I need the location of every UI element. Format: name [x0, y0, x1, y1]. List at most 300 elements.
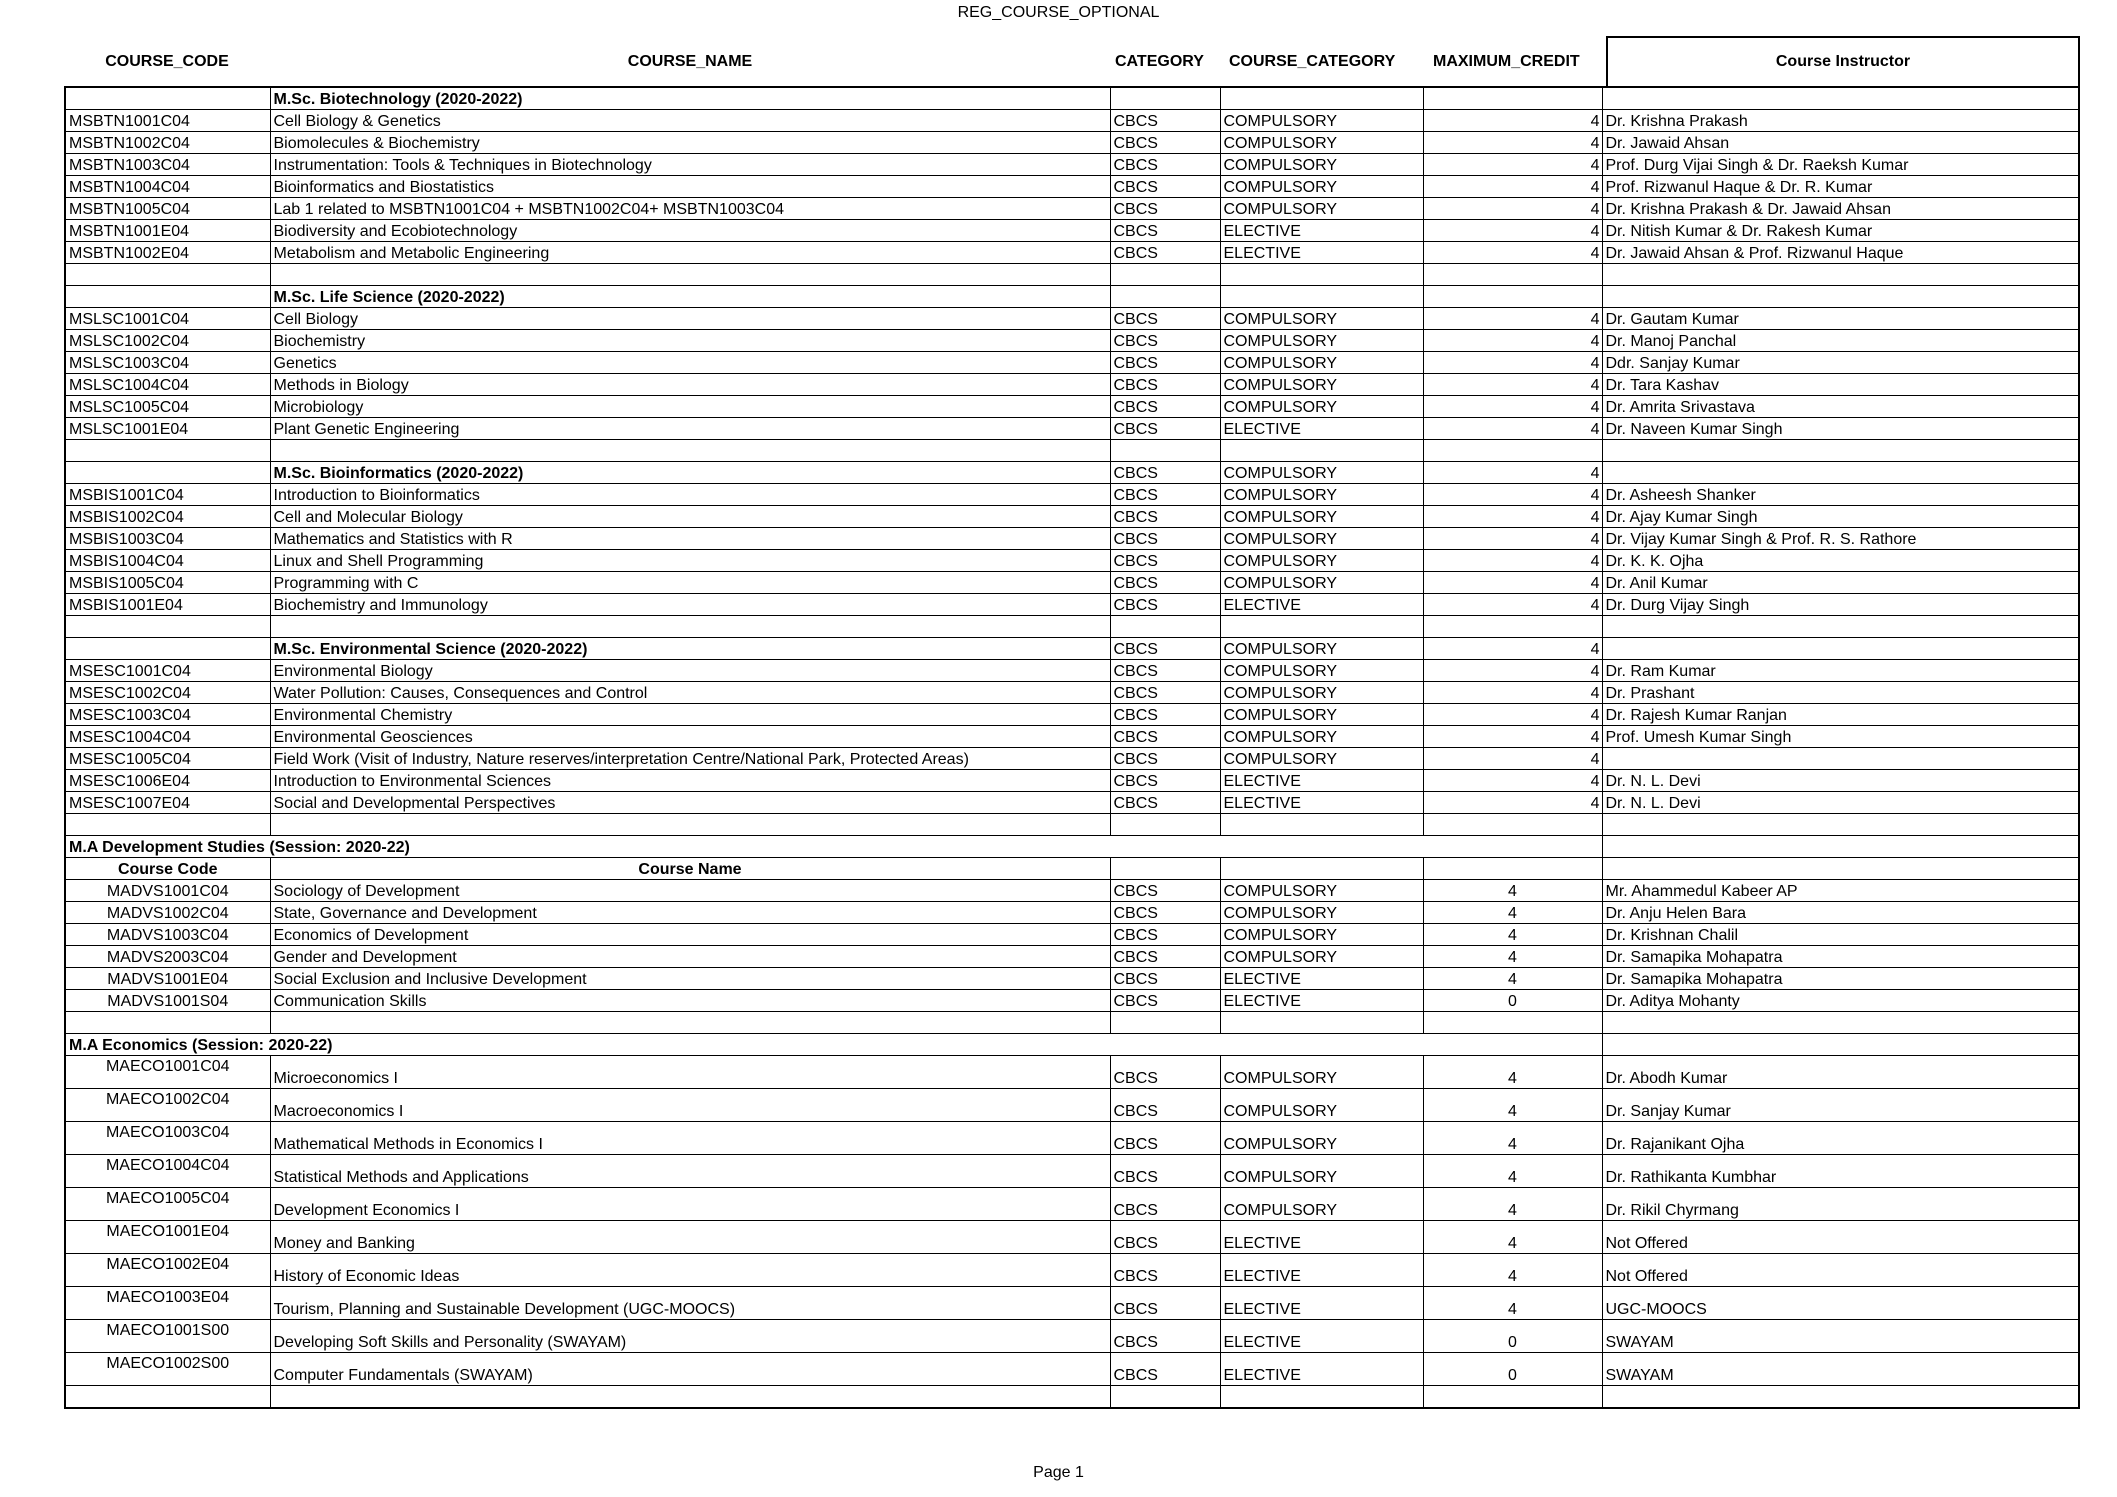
instructor-cell: Dr. Krishna Prakash: [1602, 110, 2079, 132]
empty-cell: [1602, 814, 2079, 836]
credit-cell: 4: [1423, 550, 1602, 572]
category-cell: CBCS: [1110, 1221, 1220, 1254]
course-category-cell: ELECTIVE: [1220, 770, 1423, 792]
course-name-cell: Mathematics and Statistics with R: [270, 528, 1110, 550]
course-name-cell: History of Economic Ideas: [270, 1254, 1110, 1287]
empty-cell: [1110, 1386, 1220, 1409]
category-cell: CBCS: [1110, 770, 1220, 792]
course-code-cell: [65, 286, 270, 308]
course-code-cell: MSBTN1005C04: [65, 198, 270, 220]
course-category-cell: ELECTIVE: [1220, 990, 1423, 1012]
category-cell: CBCS: [1110, 1188, 1220, 1221]
course-code-cell: MSESC1004C04: [65, 726, 270, 748]
course-category-cell: COMPULSORY: [1220, 902, 1423, 924]
category-cell: CBCS: [1110, 1089, 1220, 1122]
empty-cell: [1602, 264, 2079, 286]
course-name-cell: Plant Genetic Engineering: [270, 418, 1110, 440]
course-code-cell: MAECO1001E04: [65, 1221, 270, 1254]
course-name-cell: Instrumentation: Tools & Techniques in Biotechnology: [270, 154, 1110, 176]
credit-cell: 4: [1423, 792, 1602, 814]
instructor-cell: [1602, 286, 2079, 308]
course-name-cell: Computer Fundamentals (SWAYAM): [270, 1353, 1110, 1386]
empty-cell: [65, 1386, 270, 1409]
category-cell: CBCS: [1110, 638, 1220, 660]
course-category-cell: ELECTIVE: [1220, 792, 1423, 814]
instructor-cell: UGC-MOOCS: [1602, 1287, 2079, 1320]
instructor-cell: Dr. Sanjay Kumar: [1602, 1089, 2079, 1122]
course-name-cell: Introduction to Bioinformatics: [270, 484, 1110, 506]
course-row: [65, 1089, 2079, 1122]
course-category-cell: COMPULSORY: [1220, 1089, 1423, 1122]
course-name-cell: Environmental Chemistry: [270, 704, 1110, 726]
course-name-cell: Introduction to Environmental Sciences: [270, 770, 1110, 792]
course-name-cell: Lab 1 related to MSBTN1001C04 + MSBTN1002C04+ MSBTN1003C04: [270, 198, 1110, 220]
course-code-cell: MSBIS1003C04: [65, 528, 270, 550]
course-code-cell: MAECO1004C04: [65, 1155, 270, 1188]
course-category-cell: ELECTIVE: [1220, 594, 1423, 616]
course-row: [65, 1254, 2079, 1287]
course-code-cell: MSBTN1003C04: [65, 154, 270, 176]
header-maximum-credit: MAXIMUM_CREDIT: [1433, 52, 1580, 70]
course-name-cell: Cell Biology: [270, 308, 1110, 330]
course-row: [65, 484, 2079, 506]
course-category-cell: COMPULSORY: [1220, 176, 1423, 198]
credit-cell: [1423, 286, 1602, 308]
instructor-cell: Dr. Abodh Kumar: [1602, 1056, 2079, 1089]
credit-cell: 4: [1423, 484, 1602, 506]
course-code-cell: MAECO1001C04: [65, 1056, 270, 1089]
category-cell: CBCS: [1110, 594, 1220, 616]
course-row: [65, 1353, 2079, 1386]
course-code-cell: MSESC1005C04: [65, 748, 270, 770]
credit-cell: 4: [1423, 198, 1602, 220]
course-name-cell: Social and Developmental Perspectives: [270, 792, 1110, 814]
course-code-cell: MSBIS1001E04: [65, 594, 270, 616]
course-code-cell: MSLSC1001C04: [65, 308, 270, 330]
instructor-cell: Prof. Durg Vijai Singh & Dr. Raeksh Kumar: [1602, 154, 2079, 176]
course-code-cell: MSBTN1001C04: [65, 110, 270, 132]
course-name-cell: Linux and Shell Programming: [270, 550, 1110, 572]
category-cell: CBCS: [1110, 924, 1220, 946]
category-cell: CBCS: [1110, 726, 1220, 748]
course-row: [65, 1287, 2079, 1320]
course-code-cell: MAECO1002E04: [65, 1254, 270, 1287]
empty-cell: [1110, 440, 1220, 462]
course-code-cell: MSESC1006E04: [65, 770, 270, 792]
course-code-cell: MSBIS1005C04: [65, 572, 270, 594]
course-code-cell: MADVS1003C04: [65, 924, 270, 946]
instructor-cell: Dr. Jawaid Ahsan: [1602, 132, 2079, 154]
course-category-cell: COMPULSORY: [1220, 110, 1423, 132]
course-name-cell: Biomolecules & Biochemistry: [270, 132, 1110, 154]
credit-cell: 4: [1423, 968, 1602, 990]
course-name-cell: Genetics: [270, 352, 1110, 374]
course-category-cell: COMPULSORY: [1220, 1188, 1423, 1221]
program-header-row: [65, 286, 2079, 308]
category-cell: CBCS: [1110, 572, 1220, 594]
instructor-cell: Dr. Manoj Panchal: [1602, 330, 2079, 352]
course-category-cell: ELECTIVE: [1220, 1320, 1423, 1353]
course-name-cell: Cell Biology & Genetics: [270, 110, 1110, 132]
course-code-cell: MSLSC1004C04: [65, 374, 270, 396]
empty-cell: [65, 616, 270, 638]
course-row: [65, 1122, 2079, 1155]
course-category-cell: COMPULSORY: [1220, 726, 1423, 748]
course-row: [65, 792, 2079, 814]
course-name-cell: Communication Skills: [270, 990, 1110, 1012]
credit-cell: 4: [1423, 902, 1602, 924]
page-number: Page 1: [1033, 1464, 1084, 1481]
credit-cell: 4: [1423, 1122, 1602, 1155]
course-code-cell: MAECO1002S00: [65, 1353, 270, 1386]
course-name-cell: Water Pollution: Causes, Consequences and Control: [270, 682, 1110, 704]
course-category-cell: COMPULSORY: [1220, 352, 1423, 374]
program-header-row: [65, 638, 2079, 660]
header-course-instructor: Course Instructor: [1606, 36, 2080, 86]
program-name: M.Sc. Bioinformatics (2020-2022): [270, 462, 1110, 484]
course-code-cell: MSBIS1001C04: [65, 484, 270, 506]
course-row: [65, 198, 2079, 220]
category-cell: CBCS: [1110, 660, 1220, 682]
course-category-cell: ELECTIVE: [1220, 220, 1423, 242]
course-category-cell: COMPULSORY: [1220, 330, 1423, 352]
category-cell: CBCS: [1110, 1353, 1220, 1386]
empty-cell: [1110, 814, 1220, 836]
course-row: [65, 308, 2079, 330]
instructor-cell: Dr. Aditya Mohanty: [1602, 990, 2079, 1012]
instructor-cell: Dr. Nitish Kumar & Dr. Rakesh Kumar: [1602, 220, 2079, 242]
course-name-cell: Microbiology: [270, 396, 1110, 418]
instructor-cell: Not Offered: [1602, 1254, 2079, 1287]
course-category-cell: COMPULSORY: [1220, 880, 1423, 902]
instructor-cell: [1602, 638, 2079, 660]
category-cell: CBCS: [1110, 176, 1220, 198]
empty-cell: [270, 616, 1110, 638]
category-cell: [1110, 87, 1220, 110]
course-code-cell: MAECO1003C04: [65, 1122, 270, 1155]
credit-cell: 4: [1423, 528, 1602, 550]
credit-cell: 4: [1423, 1155, 1602, 1188]
course-category-cell: COMPULSORY: [1220, 132, 1423, 154]
credit-cell: 4: [1423, 638, 1602, 660]
category-cell: CBCS: [1110, 902, 1220, 924]
course-row: [65, 352, 2079, 374]
course-category-cell: COMPULSORY: [1220, 660, 1423, 682]
program-header-row: [65, 87, 2079, 110]
credit-cell: 4: [1423, 242, 1602, 264]
course-name-cell: Tourism, Planning and Sustainable Development (UGC-MOOCS): [270, 1287, 1110, 1320]
empty-cell: [65, 440, 270, 462]
empty-cell: [270, 1012, 1110, 1034]
course-name-cell: Development Economics I: [270, 1188, 1110, 1221]
course-row: [65, 396, 2079, 418]
course-row: [65, 176, 2079, 198]
credit-cell: 4: [1423, 154, 1602, 176]
course-row: [65, 748, 2079, 770]
course-category-cell: COMPULSORY: [1220, 506, 1423, 528]
credit-cell: 4: [1423, 374, 1602, 396]
credit-cell: 4: [1423, 726, 1602, 748]
course-name-cell: Social Exclusion and Inclusive Development: [270, 968, 1110, 990]
header-course-category: COURSE_CATEGORY: [1229, 52, 1396, 70]
course-name-cell: State, Governance and Development: [270, 902, 1110, 924]
course-code-cell: MSBTN1002E04: [65, 242, 270, 264]
category-cell: CBCS: [1110, 330, 1220, 352]
category-cell: CBCS: [1110, 396, 1220, 418]
category-cell: CBCS: [1110, 418, 1220, 440]
instructor-cell: Dr. Jawaid Ahsan & Prof. Rizwanul Haque: [1602, 242, 2079, 264]
credit-cell: 4: [1423, 682, 1602, 704]
instructor-cell: Dr. Rajanikant Ojha: [1602, 1122, 2079, 1155]
instructor-cell: Dr. Ram Kumar: [1602, 660, 2079, 682]
credit-cell: 4: [1423, 1056, 1602, 1089]
empty-cell: [1110, 1012, 1220, 1034]
empty-cell: [1423, 264, 1602, 286]
category-cell: CBCS: [1110, 1122, 1220, 1155]
course-code-cell: MAECO1001S00: [65, 1320, 270, 1353]
program-name: M.A Development Studies (Session: 2020-22): [65, 836, 1602, 858]
course-category-cell: COMPULSORY: [1220, 946, 1423, 968]
course-row: [65, 968, 2079, 990]
course-name-cell: Methods in Biology: [270, 374, 1110, 396]
empty-cell: [65, 1012, 270, 1034]
credit-cell: 4: [1423, 704, 1602, 726]
instructor-cell: Dr. Rajesh Kumar Ranjan: [1602, 704, 2079, 726]
instructor-cell: Dr. Ajay Kumar Singh: [1602, 506, 2079, 528]
course-row: [65, 220, 2079, 242]
category-cell: [1110, 858, 1220, 880]
instructor-cell: Mr. Ahammedul Kabeer AP: [1602, 880, 2079, 902]
course-code-cell: [65, 638, 270, 660]
category-cell: CBCS: [1110, 748, 1220, 770]
course-code-cell: [65, 87, 270, 110]
course-name-cell: Biochemistry and Immunology: [270, 594, 1110, 616]
empty-cell: [1423, 616, 1602, 638]
category-cell: CBCS: [1110, 506, 1220, 528]
course-name-cell: Metabolism and Metabolic Engineering: [270, 242, 1110, 264]
course-row: [65, 770, 2079, 792]
course-table: [64, 86, 2080, 1409]
sub-header-course-name: Course Name: [270, 858, 1110, 880]
blank-row: [65, 264, 2079, 286]
credit-cell: 4: [1423, 924, 1602, 946]
empty-cell: [1423, 440, 1602, 462]
course-category-cell: COMPULSORY: [1220, 528, 1423, 550]
course-row: [65, 1221, 2079, 1254]
course-category-cell: COMPULSORY: [1220, 484, 1423, 506]
empty-cell: [270, 264, 1110, 286]
program-name: M.Sc. Biotechnology (2020-2022): [270, 87, 1110, 110]
instructor-cell: Dr. Rathikanta Kumbhar: [1602, 1155, 2079, 1188]
instructor-cell: Dr. Tara Kashav: [1602, 374, 2079, 396]
course-category-cell: COMPULSORY: [1220, 1056, 1423, 1089]
course-code-cell: MAECO1005C04: [65, 1188, 270, 1221]
instructor-cell: Not Offered: [1602, 1221, 2079, 1254]
course-row: [65, 418, 2079, 440]
credit-cell: 4: [1423, 572, 1602, 594]
course-code-cell: [65, 462, 270, 484]
instructor-cell: Dr. Durg Vijay Singh: [1602, 594, 2079, 616]
category-cell: CBCS: [1110, 220, 1220, 242]
course-row: [65, 110, 2079, 132]
course-name-cell: Bioinformatics and Biostatistics: [270, 176, 1110, 198]
course-name-cell: Developing Soft Skills and Personality (SWAYAM): [270, 1320, 1110, 1353]
instructor-cell: [1602, 462, 2079, 484]
course-code-cell: MSBIS1002C04: [65, 506, 270, 528]
credit-cell: 4: [1423, 176, 1602, 198]
instructor-cell: Dr. Vijay Kumar Singh & Prof. R. S. Rathore: [1602, 528, 2079, 550]
course-code-cell: MSESC1003C04: [65, 704, 270, 726]
credit-cell: 0: [1423, 1320, 1602, 1353]
course-name-cell: Biodiversity and Ecobiotechnology: [270, 220, 1110, 242]
instructor-cell: Dr. N. L. Devi: [1602, 792, 2079, 814]
course-code-cell: MSBTN1004C04: [65, 176, 270, 198]
program-header-row: [65, 1034, 2079, 1056]
credit-cell: 4: [1423, 308, 1602, 330]
credit-cell: 4: [1423, 880, 1602, 902]
empty-cell: [1423, 814, 1602, 836]
credit-cell: 4: [1423, 1188, 1602, 1221]
blank-row: [65, 1386, 2079, 1409]
course-row: [65, 924, 2079, 946]
credit-cell: 4: [1423, 1089, 1602, 1122]
empty-cell: [1220, 440, 1423, 462]
empty-cell: [1602, 1386, 2079, 1409]
instructor-cell: Dr. N. L. Devi: [1602, 770, 2079, 792]
instructor-cell: Dr. Krishnan Chalil: [1602, 924, 2079, 946]
instructor-cell: Ddr. Sanjay Kumar: [1602, 352, 2079, 374]
blank-row: [65, 814, 2079, 836]
course-category-cell: [1220, 286, 1423, 308]
course-name-cell: Sociology of Development: [270, 880, 1110, 902]
credit-cell: 4: [1423, 770, 1602, 792]
category-cell: CBCS: [1110, 242, 1220, 264]
course-category-cell: COMPULSORY: [1220, 396, 1423, 418]
instructor-cell: Prof. Rizwanul Haque & Dr. R. Kumar: [1602, 176, 2079, 198]
course-row: [65, 946, 2079, 968]
course-code-cell: MADVS2003C04: [65, 946, 270, 968]
course-row: [65, 726, 2079, 748]
header-course-name: COURSE_NAME: [627, 52, 753, 70]
course-code-cell: MADVS1001C04: [65, 880, 270, 902]
instructor-cell: Prof. Umesh Kumar Singh: [1602, 726, 2079, 748]
course-code-cell: MSLSC1002C04: [65, 330, 270, 352]
course-row: [65, 330, 2079, 352]
empty-cell: [270, 440, 1110, 462]
course-row: [65, 572, 2079, 594]
program-name: M.Sc. Environmental Science (2020-2022): [270, 638, 1110, 660]
credit-cell: 4: [1423, 594, 1602, 616]
instructor-cell: Dr. Asheesh Shanker: [1602, 484, 2079, 506]
instructor-cell: [1602, 1034, 2079, 1056]
course-row: [65, 528, 2079, 550]
category-cell: CBCS: [1110, 682, 1220, 704]
empty-cell: [1602, 440, 2079, 462]
course-name-cell: Cell and Molecular Biology: [270, 506, 1110, 528]
course-category-cell: COMPULSORY: [1220, 308, 1423, 330]
instructor-cell: Dr. K. K. Ojha: [1602, 550, 2079, 572]
course-name-cell: Gender and Development: [270, 946, 1110, 968]
category-cell: CBCS: [1110, 198, 1220, 220]
course-category-cell: COMPULSORY: [1220, 638, 1423, 660]
course-row: [65, 154, 2079, 176]
course-category-cell: COMPULSORY: [1220, 462, 1423, 484]
course-code-cell: MAECO1002C04: [65, 1089, 270, 1122]
course-row: [65, 506, 2079, 528]
course-row: [65, 1188, 2079, 1221]
course-category-cell: COMPULSORY: [1220, 682, 1423, 704]
course-row: [65, 704, 2079, 726]
credit-cell: 4: [1423, 1221, 1602, 1254]
category-cell: CBCS: [1110, 1320, 1220, 1353]
empty-cell: [1220, 616, 1423, 638]
empty-cell: [1110, 616, 1220, 638]
credit-cell: 4: [1423, 1254, 1602, 1287]
course-category-cell: COMPULSORY: [1220, 550, 1423, 572]
sub-header-row: [65, 858, 2079, 880]
program-name: M.A Economics (Session: 2020-22): [65, 1034, 1602, 1056]
course-name-cell: Mathematical Methods in Economics I: [270, 1122, 1110, 1155]
instructor-cell: Dr. Samapika Mohapatra: [1602, 946, 2079, 968]
course-category-cell: COMPULSORY: [1220, 572, 1423, 594]
credit-cell: 4: [1423, 330, 1602, 352]
empty-cell: [1220, 1386, 1423, 1409]
course-category-cell: COMPULSORY: [1220, 704, 1423, 726]
credit-cell: 4: [1423, 110, 1602, 132]
course-code-cell: MADVS1002C04: [65, 902, 270, 924]
course-code-cell: MAECO1003E04: [65, 1287, 270, 1320]
course-name-cell: Macroeconomics I: [270, 1089, 1110, 1122]
instructor-cell: [1602, 858, 2079, 880]
header-course-code: COURSE_CODE: [105, 52, 229, 70]
credit-cell: 4: [1423, 1287, 1602, 1320]
course-category-cell: COMPULSORY: [1220, 374, 1423, 396]
credit-cell: 4: [1423, 660, 1602, 682]
instructor-cell: Dr. Gautam Kumar: [1602, 308, 2079, 330]
course-row: [65, 594, 2079, 616]
credit-cell: 0: [1423, 990, 1602, 1012]
credit-cell: 4: [1423, 946, 1602, 968]
course-name-cell: Environmental Biology: [270, 660, 1110, 682]
category-cell: CBCS: [1110, 154, 1220, 176]
course-category-cell: [1220, 858, 1423, 880]
course-category-cell: ELECTIVE: [1220, 1353, 1423, 1386]
instructor-cell: Dr. Anju Helen Bara: [1602, 902, 2079, 924]
course-row: [65, 1320, 2079, 1353]
instructor-cell: [1602, 748, 2079, 770]
blank-row: [65, 440, 2079, 462]
course-name-cell: Microeconomics I: [270, 1056, 1110, 1089]
course-name-cell: Statistical Methods and Applications: [270, 1155, 1110, 1188]
empty-cell: [1423, 1012, 1602, 1034]
course-row: [65, 242, 2079, 264]
category-cell: CBCS: [1110, 1287, 1220, 1320]
course-category-cell: ELECTIVE: [1220, 968, 1423, 990]
category-cell: CBCS: [1110, 550, 1220, 572]
credit-cell: 4: [1423, 396, 1602, 418]
course-category-cell: ELECTIVE: [1220, 1254, 1423, 1287]
course-code-cell: MSESC1007E04: [65, 792, 270, 814]
course-row: [65, 990, 2079, 1012]
category-cell: CBCS: [1110, 110, 1220, 132]
instructor-cell: Dr. Amrita Srivastava: [1602, 396, 2079, 418]
empty-cell: [1220, 264, 1423, 286]
course-code-cell: MSBIS1004C04: [65, 550, 270, 572]
instructor-cell: Dr. Prashant: [1602, 682, 2079, 704]
credit-cell: 4: [1423, 462, 1602, 484]
credit-cell: 4: [1423, 352, 1602, 374]
course-name-cell: Economics of Development: [270, 924, 1110, 946]
